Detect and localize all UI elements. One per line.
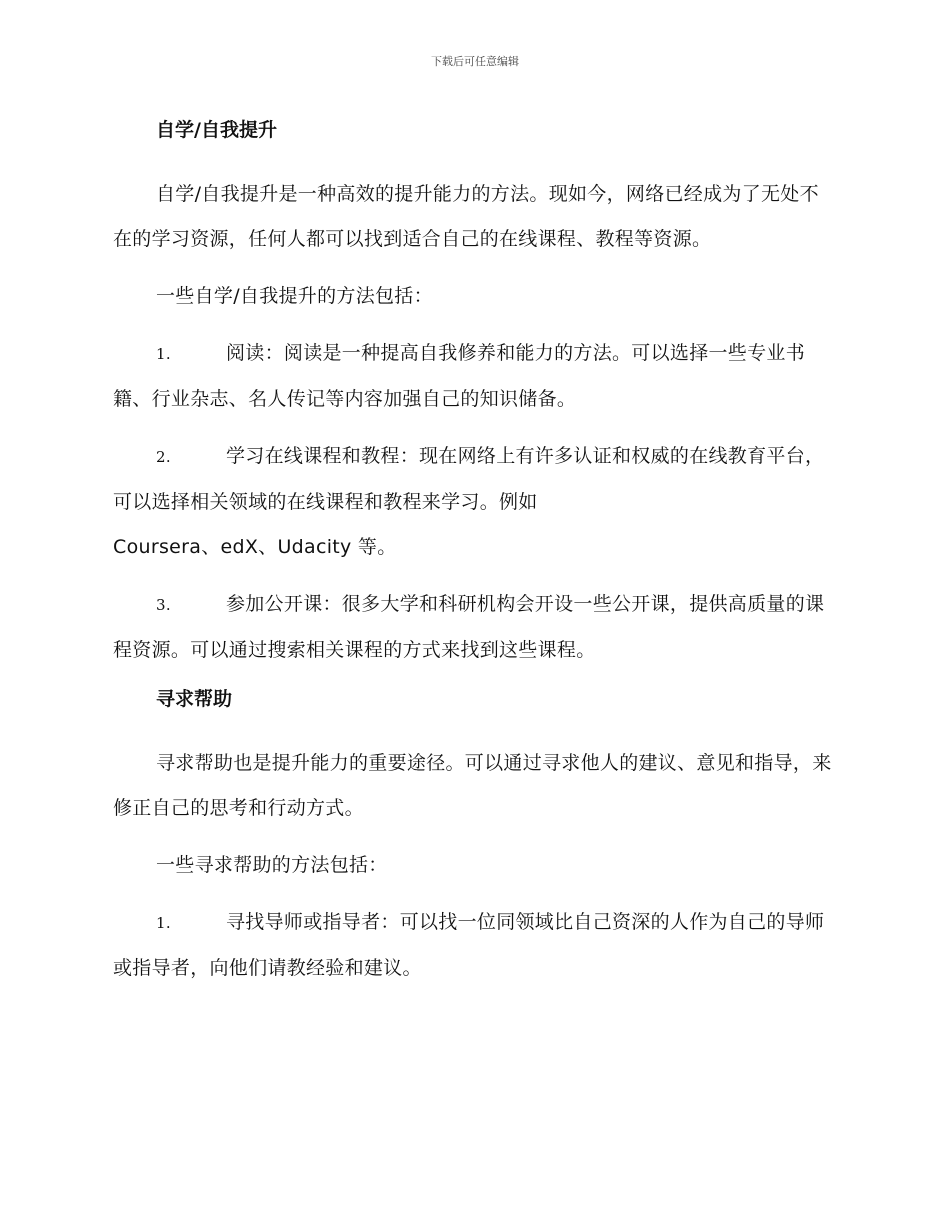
list-item-number: 1. (156, 345, 171, 363)
list-item (113, 434, 833, 570)
list-item-number: 1. (156, 914, 171, 932)
page-header: 下载后可任意编辑 (431, 55, 519, 68)
section-intro: 自学/自我提升是一种高效的提升能力的方法。现如今，网络已经成为了无处不在的学习资源，任何人都可以找到适合自己的在线课程、教程等资源。 (113, 183, 819, 250)
list-item-text: 阅读：阅读是一种提高自我修养和能力的方法。可以选择一些专业书籍、行业杂志、名人传记等内容加强自己的知识储备。 (113, 342, 806, 410)
list-item-text: 学习在线课程和教程：现在网络上有许多认证和权威的在线教育平台，可以选择相关领域的在线课程和教程来学习。例如 (113, 445, 825, 513)
list-item-text-continued: Coursera、edX、Udacity 等。 (113, 536, 397, 558)
section-lead: 一些自学/自我提升的方法包括： (156, 285, 433, 307)
document-body (113, 116, 833, 1003)
list-item-number: 2. (156, 448, 171, 466)
list-item (113, 582, 833, 673)
section-heading-self-study: 自学/自我提升 (156, 119, 277, 141)
section-heading-seek-help: 寻求帮助 (156, 688, 233, 710)
list-item (113, 331, 833, 422)
section-lead: 一些寻求帮助的方法包括： (156, 854, 388, 876)
list-item-number: 3. (156, 596, 171, 614)
list-item-text: 寻找导师或指导者：可以找一位同领域比自己资深的人作为自己的导师或指导者，向他们请教经验和建议。 (113, 911, 825, 979)
section-intro: 寻求帮助也是提升能力的重要途径。可以通过寻求他人的建议、意见和指导，来修正自己的思考和行动方式。 (113, 752, 832, 819)
list-item (113, 900, 833, 991)
list-item-text: 参加公开课：很多大学和科研机构会开设一些公开课，提供高质量的课程资源。可以通过搜索相关课程的方式来找到这些课程。 (113, 593, 825, 661)
